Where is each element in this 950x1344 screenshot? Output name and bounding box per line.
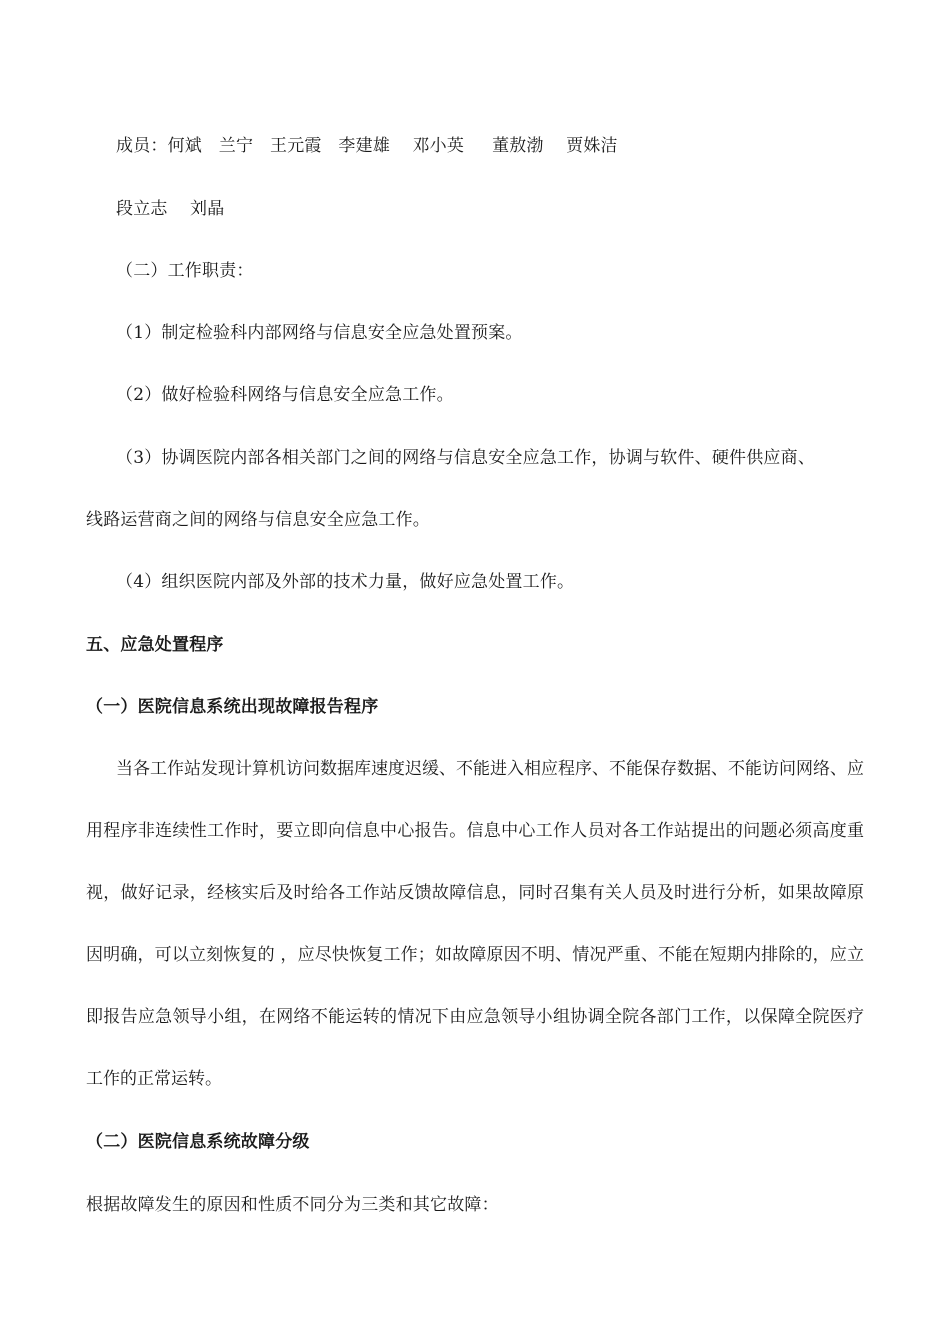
members-line-2: 段立志 刘晶 [116,199,225,219]
duty-item-2: （2）做好检验科网络与信息安全应急工作。 [116,385,454,405]
duty-item-3-line-2: 线路运营商之间的网络与信息安全应急工作。 [86,510,430,530]
subsection-2-body: 根据故障发生的原因和性质不同分为三类和其它故障： [86,1195,499,1215]
duty-item-1: （1）制定检验科内部网络与信息安全应急处置预案。 [116,323,523,343]
duty-item-4: （4）组织医院内部及外部的技术力量，做好应急处置工作。 [116,572,575,592]
duty-item-3-line-1: （3）协调医院内部各相关部门之间的网络与信息安全应急工作，协调与软件、硬件供应商、 [116,448,816,468]
duties-heading: （二）工作职责： [116,261,254,281]
subsection-1-heading: （一）医院信息系统出现故障报告程序 [86,697,379,717]
section-5-heading: 五、应急处置程序 [86,635,224,655]
subsection-1-body: 当各工作站发现计算机访问数据库速度迟缓、不能进入相应程序、不能保存数据、不能访问网络、应用程序非连续性工作时，要立即向信息中心报告。信息中心工作人员对各工作站提出的问题必须高度重视，做好记录，经核实后及时给各工作站反馈故障信息，同时召集有关人员及时进行分析，如果故障原因明确，可以立刻恢复的 ，应尽快恢复工作；如故障原因不明、情况严重、不能在短期内排除的，应立即报告应急领导小组，在网络不能运转的情况下由应急领导小组协调全院各部门工作，以保障全院医疗工作的正常运转。 [86,759,864,1089]
subsection-2-heading: （二）医院信息系统故障分级 [86,1132,310,1152]
members-line-1: 成员：何斌 兰宁 王元霞 李建雄 邓小英 董敖渤 贾姝洁 [116,136,618,156]
